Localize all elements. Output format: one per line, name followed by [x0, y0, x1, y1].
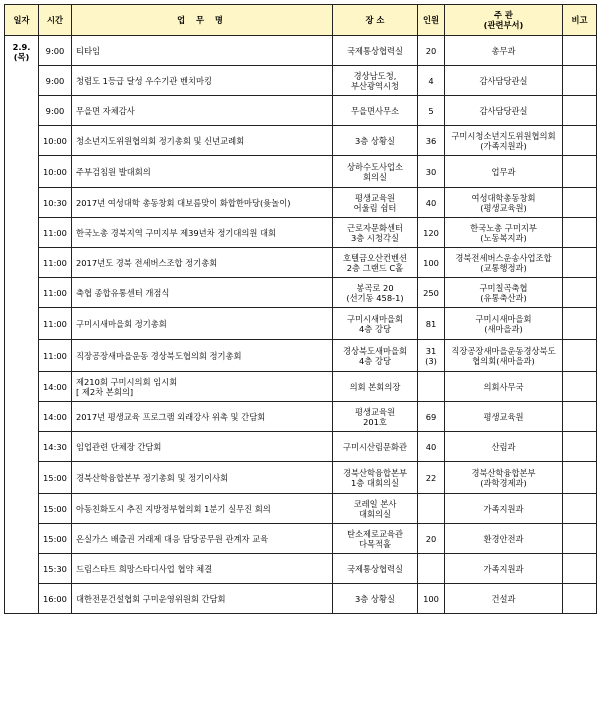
task-cell: 2017년 평생교육 프로그램 외래강사 위촉 및 간담회	[72, 402, 333, 432]
place-cell: 평생교육원 201호	[333, 402, 418, 432]
header-place: 장 소	[333, 5, 418, 36]
task-cell: 직장공장새마을운동 경상북도협의회 정기총회	[72, 340, 333, 372]
place-cell: 경상남도청, 부산광역시청	[333, 66, 418, 96]
people-cell: 81	[418, 308, 445, 340]
note-cell	[563, 36, 597, 66]
date-cell: 2.9. (목)	[5, 36, 39, 614]
header-note: 비고	[563, 5, 597, 36]
note-cell	[563, 432, 597, 462]
host-cell: 의회사무국	[445, 372, 563, 402]
task-cell: 축협 종합유통센터 개점식	[72, 278, 333, 308]
time-cell: 11:00	[39, 248, 72, 278]
host-cell: 감사담당관실	[445, 96, 563, 126]
note-cell	[563, 494, 597, 524]
schedule-table	[4, 4, 597, 614]
header-people: 인원	[418, 5, 445, 36]
table-row	[5, 402, 597, 432]
header-host: 주 관 (관련부서)	[445, 5, 563, 36]
people-cell: 30	[418, 156, 445, 188]
host-cell: 업무과	[445, 156, 563, 188]
table-row	[5, 524, 597, 554]
host-cell: 평생교육원	[445, 402, 563, 432]
task-cell: 임업관련 단체장 간담회	[72, 432, 333, 462]
time-cell: 15:30	[39, 554, 72, 584]
time-cell: 14:00	[39, 402, 72, 432]
table-row	[5, 494, 597, 524]
host-cell: 산림과	[445, 432, 563, 462]
time-cell: 15:00	[39, 524, 72, 554]
note-cell	[563, 524, 597, 554]
people-cell: 20	[418, 36, 445, 66]
task-cell: 온실가스 배출권 거래제 대응 담당공무원 관계자 교육	[72, 524, 333, 554]
task-cell: 한국노총 경북지역 구미지부 제39년차 정기대의원 대회	[72, 218, 333, 248]
people-cell: 40	[418, 432, 445, 462]
people-cell: 5	[418, 96, 445, 126]
place-cell: 호텔금오산컨벤션 2층 그랜드 C홀	[333, 248, 418, 278]
time-cell: 14:00	[39, 372, 72, 402]
header-date: 일자	[5, 5, 39, 36]
people-cell	[418, 372, 445, 402]
task-cell: 티타임	[72, 36, 333, 66]
place-cell: 구미시산림문화관	[333, 432, 418, 462]
people-cell: 100	[418, 584, 445, 614]
time-cell: 10:30	[39, 188, 72, 218]
task-cell: 대한전문건설협회 구미운영위원회 간담회	[72, 584, 333, 614]
host-cell: 구미칠곡축협 (유통축산과)	[445, 278, 563, 308]
people-cell: 31 (3)	[418, 340, 445, 372]
time-cell: 9:00	[39, 96, 72, 126]
people-cell: 22	[418, 462, 445, 494]
note-cell	[563, 96, 597, 126]
time-cell: 11:00	[39, 308, 72, 340]
header-row	[5, 5, 597, 36]
time-cell: 11:00	[39, 278, 72, 308]
place-cell: 의회 본회의장	[333, 372, 418, 402]
task-cell: 2017년 여성대학 총동창회 대보름맞이 화합한마당(윷놀이)	[72, 188, 333, 218]
people-cell: 40	[418, 188, 445, 218]
note-cell	[563, 278, 597, 308]
table-row	[5, 126, 597, 156]
time-cell: 10:00	[39, 156, 72, 188]
host-cell: 가족지원과	[445, 554, 563, 584]
note-cell	[563, 554, 597, 584]
task-cell: 청소년지도위원협의회 정기총회 및 신년교례회	[72, 126, 333, 156]
host-cell: 건설과	[445, 584, 563, 614]
table-row	[5, 462, 597, 494]
place-cell: 무을면사무소	[333, 96, 418, 126]
people-cell: 250	[418, 278, 445, 308]
table-row	[5, 372, 597, 402]
people-cell: 69	[418, 402, 445, 432]
task-cell: 구미시새마을회 정기총회	[72, 308, 333, 340]
people-cell: 120	[418, 218, 445, 248]
time-cell: 15:00	[39, 462, 72, 494]
host-cell: 환경안전과	[445, 524, 563, 554]
place-cell: 근로자문화센터 3층 시청각실	[333, 218, 418, 248]
host-cell: 여성대학총동창회 (평생교육원)	[445, 188, 563, 218]
people-cell	[418, 554, 445, 584]
table-row	[5, 248, 597, 278]
host-cell: 한국노총 구미지부 (노동복지과)	[445, 218, 563, 248]
table-row	[5, 584, 597, 614]
note-cell	[563, 308, 597, 340]
note-cell	[563, 584, 597, 614]
table-body	[5, 36, 597, 614]
people-cell: 20	[418, 524, 445, 554]
task-cell: 무을면 자체감사	[72, 96, 333, 126]
note-cell	[563, 402, 597, 432]
people-cell: 4	[418, 66, 445, 96]
host-cell: 경북산학융합본부 (과학경제과)	[445, 462, 563, 494]
table-row	[5, 66, 597, 96]
place-cell: 봉곡로 20 (선기동 458-1)	[333, 278, 418, 308]
time-cell: 9:00	[39, 66, 72, 96]
task-cell: 2017년도 경북 전세버스조합 정기총회	[72, 248, 333, 278]
place-cell: 국제통상협력실	[333, 554, 418, 584]
table-row	[5, 278, 597, 308]
time-cell: 14:30	[39, 432, 72, 462]
note-cell	[563, 188, 597, 218]
table-header	[5, 5, 597, 36]
people-cell: 36	[418, 126, 445, 156]
header-task: 업 무 명	[72, 5, 333, 36]
table-row	[5, 308, 597, 340]
note-cell	[563, 218, 597, 248]
place-cell: 코레일 본사 대회의실	[333, 494, 418, 524]
time-cell: 11:00	[39, 340, 72, 372]
task-cell: 경북산학융합본부 정기총회 및 정기이사회	[72, 462, 333, 494]
host-cell: 구미시청소년지도위원협의회 (가족지원과)	[445, 126, 563, 156]
time-cell: 15:00	[39, 494, 72, 524]
place-cell: 상하수도사업소 회의실	[333, 156, 418, 188]
time-cell: 11:00	[39, 218, 72, 248]
host-cell: 구미시새마을회 (새마을과)	[445, 308, 563, 340]
note-cell	[563, 126, 597, 156]
table-row	[5, 156, 597, 188]
table-row	[5, 218, 597, 248]
task-cell: 주부검침원 발대회의	[72, 156, 333, 188]
header-time: 시간	[39, 5, 72, 36]
task-cell: 제210회 구미시의회 임시회 [ 제2차 본회의]	[72, 372, 333, 402]
note-cell	[563, 372, 597, 402]
table-row	[5, 340, 597, 372]
time-cell: 10:00	[39, 126, 72, 156]
task-cell: 아동친화도시 추진 지방정부협의회 1분기 실무진 회의	[72, 494, 333, 524]
note-cell	[563, 248, 597, 278]
host-cell: 직장공장새마을운동경상북도 협의회(새마을과)	[445, 340, 563, 372]
note-cell	[563, 156, 597, 188]
host-cell: 감사담당관실	[445, 66, 563, 96]
table-row	[5, 188, 597, 218]
time-cell: 9:00	[39, 36, 72, 66]
place-cell: 경상북도새마을회 4층 강당	[333, 340, 418, 372]
task-cell: 청렴도 1등급 달성 우수기관 벤치마킹	[72, 66, 333, 96]
host-cell: 경북전세버스운송사업조합 (교통행정과)	[445, 248, 563, 278]
table-row	[5, 554, 597, 584]
note-cell	[563, 462, 597, 494]
place-cell: 구미시새마을회 4층 강당	[333, 308, 418, 340]
place-cell: 경북산학융합본부 1층 대회의실	[333, 462, 418, 494]
people-cell	[418, 494, 445, 524]
table-row	[5, 432, 597, 462]
table-row	[5, 96, 597, 126]
host-cell: 총무과	[445, 36, 563, 66]
place-cell: 국제통상협력실	[333, 36, 418, 66]
task-cell: 드림스타트 희망스타디사업 협약 체결	[72, 554, 333, 584]
place-cell: 3층 상황실	[333, 126, 418, 156]
place-cell: 3층 상황실	[333, 584, 418, 614]
note-cell	[563, 66, 597, 96]
note-cell	[563, 340, 597, 372]
people-cell: 100	[418, 248, 445, 278]
host-cell: 가족지원과	[445, 494, 563, 524]
time-cell: 16:00	[39, 584, 72, 614]
place-cell: 평생교육원 어울림 쉼터	[333, 188, 418, 218]
place-cell: 탄소제로교육관 다목적홀	[333, 524, 418, 554]
table-row	[5, 36, 597, 66]
